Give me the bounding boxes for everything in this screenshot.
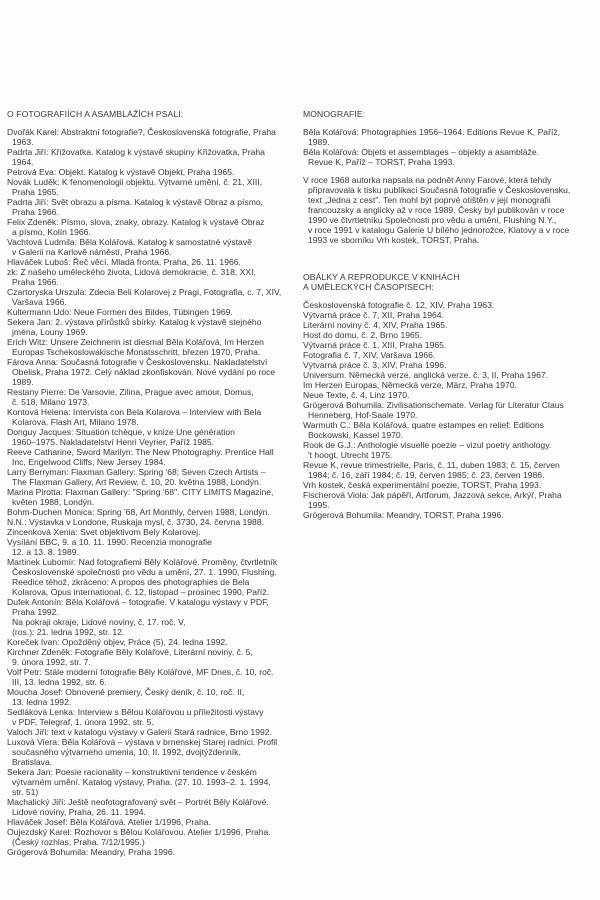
list-item — [7, 647, 300, 667]
entry-line: (Český rozhlas, Praha. 7/12/1995.) — [12, 837, 145, 847]
entry-line: Fotografia č. 7, XIV, Varšava 1966. — [303, 350, 436, 360]
list-item — [7, 167, 300, 177]
entry-line: 1989. — [308, 137, 330, 147]
entry-line: č. 518, Milano 1973. — [12, 397, 90, 407]
entry-line: Revue K, revue trimestrielle, Paris, č. 11, duben 1983; č. 15, červen — [303, 460, 560, 470]
list-item — [7, 177, 300, 197]
list-item — [303, 330, 600, 340]
list-item — [303, 340, 600, 350]
list-item — [7, 817, 300, 827]
entry-line: Běla Kolářová: Photographies 1956–1964. Editions Revue K, Paříž, — [303, 127, 561, 137]
entry-line: Výtvarná práce č. 1, XIII, Praha 1965. — [303, 340, 447, 350]
entry-line: III, 13. ledna 1992, str. 6. — [12, 677, 107, 687]
entry-line: Padrta Jiří: Křižovatka. Katalog k výstavě skupiny Křižovatka, Praha — [7, 147, 265, 157]
entry-line: Oujezdský Karel: Rozhovor s Bělou Kolářovou. Atelier 1/1996, Praha. — [7, 827, 271, 837]
entry-line: Varšava 1966. — [12, 297, 67, 307]
left-column — [7, 109, 300, 857]
list-item — [303, 490, 600, 510]
entry-line: Československá fotografie č. 12, XIV, Praha 1963. — [303, 300, 495, 310]
entry-line: Československé společnosti pro vědu a umění, 27. 1. 1990, Flushing. — [12, 567, 277, 577]
entry-line: The Flaxman Gallery, Art Review, č. 10, 20. května 1988, Londýn. — [12, 477, 262, 487]
list-item — [7, 597, 300, 637]
entry-line: Běla Kolářová: Objets et assemblages – objekty a asambláže. — [303, 147, 539, 157]
list-item — [303, 147, 600, 167]
entry-line: Felix Zdeněk: Písmo, slova, znaky, obrazy. Katalog k výstavě Obraz — [7, 217, 265, 227]
list-item — [7, 357, 300, 387]
list-item — [303, 127, 600, 147]
list-item — [303, 370, 600, 380]
entry-line: Marina Pirotta: Flaxman Gallery: "Spring '68". CITY LIMITS Magazine, — [7, 487, 274, 497]
list-item — [7, 847, 300, 857]
list-item — [303, 480, 600, 490]
entry-line: Grögerová Bohumila: Zivilisationschemate. Verlag für Literatur Claus — [303, 400, 564, 410]
paragraph-line: text „Jedna z cest". Ten mohl být poprvé otištěn v její monografii — [308, 195, 551, 205]
section-heading-covers — [303, 272, 600, 292]
list-item — [7, 687, 300, 707]
list-item — [303, 420, 600, 440]
entry-line: 1989. — [12, 377, 34, 387]
entry-line: 1964. — [12, 157, 34, 167]
entry-line: Fárova Anna: Současná fotografie v Československu. Nakladatelství — [7, 357, 268, 367]
right-column — [303, 109, 600, 520]
list-item — [7, 727, 300, 737]
entry-line: Donguy Jacques: Situation tchèque, v knize Une génération — [7, 427, 235, 437]
entry-line: Zincenková Xenia: Svet objektivom Bely Kolarovej. — [7, 527, 201, 537]
list-item — [7, 507, 300, 517]
list-item — [7, 737, 300, 767]
entry-line: v PDF, Telegraf, 1. února 1992, str. 5. — [12, 717, 154, 727]
spacer — [303, 167, 600, 175]
paragraph-line: 1993 ve sborníku Vrh kostek, TORST, Praha. — [308, 235, 480, 245]
entry-line: květen 1988, Londýn. — [12, 497, 95, 507]
list-item — [303, 390, 600, 400]
entry-line: Warmuth C.: Běla Kolářová, quatre estampes en relief: Editions — [303, 420, 544, 430]
entry-line: 1963. — [12, 137, 34, 147]
entry-line: N.N.: Výstavka v Londone, Ruskaja mysl, č. 3730, 24. června 1988. — [7, 517, 264, 527]
entry-line: Rook de G.J.: Anthologie visuelle poezie – vizul poetry anthology. — [303, 440, 552, 450]
list-item — [303, 350, 600, 360]
covers-list — [303, 300, 600, 520]
paragraph-line: 1990 ve čtvrtletníku Společnosti pro vědu a umění, Flushing N.Y., — [308, 215, 557, 225]
list-item — [303, 510, 600, 520]
entry-line: Vachtová Ludmila: Běla Kolářová. Katalog k samostatné výstavě — [7, 237, 252, 247]
entry-line: 12. a 13. 8. 1989. — [12, 547, 79, 557]
entry-line: Restany Pierre: De Varsovie, Zilina, Prague avec amour, Domus, — [7, 387, 254, 397]
list-item — [303, 320, 600, 330]
entry-line: Reedice téhož, zkráceno: A propos des photographies de Bela — [12, 577, 250, 587]
entry-line: Sedláková Lenka: Interview s Bělou Kolářovou u příležitosti výstavy — [7, 707, 264, 717]
entry-line: Sekera Jan: Poesie racionality – konstruktivní tendence v českém — [7, 767, 257, 777]
list-item — [7, 317, 300, 337]
list-item — [7, 487, 300, 507]
entry-line: 9. února 1992, str. 7. — [12, 657, 91, 667]
entry-line: Výtvarná práce č. 7, XII, Praha 1964. — [303, 310, 444, 320]
entry-line: 1960–1975. Nakladatelství Henri Veyrier, Paříž 1985. — [12, 437, 215, 447]
entry-line: (ros.): 21. ledna 1992, str. 12. — [12, 627, 125, 637]
entry-line: Kultermann Udo: Neue Formen des Bildes, Tübingen 1969. — [7, 307, 233, 317]
list-item — [7, 467, 300, 487]
entry-line: Praha 1992. — [12, 607, 59, 617]
entry-line: Na pokraji okraje, Lidové noviny, č. 17. roč. V, — [12, 617, 186, 627]
heading-line: A UMĚLECKÝCH ČASOPISECH: — [303, 282, 434, 292]
list-item — [7, 197, 300, 217]
entry-line: Larry Berryman: Flaxman Gallery: Spring '68; Seven Czech Artists – — [7, 467, 266, 477]
entry-line: současného výtvarneho umenia, 10. II. 1992, dvojtýždenník, — [12, 747, 241, 757]
list-item — [7, 407, 300, 427]
section-heading-writings: O FOTOGRAFIÍCH A ASAMBLÁŽÍCH PSALI: — [7, 109, 184, 119]
entry-line: Grögerová Bohumila: Meandry, Praha 1996. — [7, 847, 175, 857]
list-item — [7, 557, 300, 597]
entry-line: Kolarova. Flash Art, Milano 1978. — [12, 417, 139, 427]
entry-line: Dufek Antonín: Běla Kolářová – fotografie. V katalogu výstavy v PDF, — [7, 597, 269, 607]
list-item — [7, 797, 300, 817]
entry-line: Vysílání BBC, 9. a 10. 11. 1990. Recenzia monografie — [7, 537, 212, 547]
entry-line: Neue Texte, č. 4, Linz 1970. — [303, 390, 410, 400]
list-item — [7, 427, 300, 447]
paragraph-line: francouzsky a anglicky až v roce 1989. Česky byl publikován v roce — [308, 205, 565, 215]
paragraph-line: V roce 1968 autorka napsala na podnět Anny Farové, která tehdy — [303, 175, 552, 185]
entry-line: Host do domu, č. 2, Brno 1965. — [303, 330, 422, 340]
entry-line: jména, Louny 1969. — [12, 327, 88, 337]
paragraph-line: v roce 1991 v katalogu Galerie U bílého jednorožce, Klatovy a v roce — [308, 225, 570, 235]
bibliography-list — [7, 127, 300, 857]
list-item — [7, 237, 300, 257]
entry-line: 't hoogt, Utrecht 1975. — [308, 450, 393, 460]
entry-line: Europas Tschekoslowakische Monatsschritt, březen 1970, Praha. — [12, 347, 261, 357]
entry-line: Valoch Jiří: text v katalogu výstavy v Galerii Stará radnice, Brno 1992. — [7, 727, 272, 737]
entry-line: Hlaváček Luboš: Řeč věcí. Mladá fronta, Praha, 26. 11. 1966. — [7, 257, 241, 267]
list-item — [7, 447, 300, 467]
entry-line: Praha 1966. — [12, 277, 59, 287]
list-item — [7, 217, 300, 237]
entry-line: Erich Witz: Unsere Zeichnerin ist diesmal Běla Kolářová, Im Herzen — [7, 337, 264, 347]
list-item — [303, 440, 600, 460]
entry-line: Hlaváček Josef: Běla Kolářová. Atelier 1/1996, Praha. — [7, 817, 211, 827]
section-heading-monographs: MONOGRAFIE: — [303, 109, 366, 119]
list-item — [7, 667, 300, 687]
list-item — [7, 307, 300, 317]
list-item — [7, 147, 300, 167]
entry-line: 13. ledna 1992. — [12, 697, 72, 707]
list-item — [7, 707, 300, 727]
list-item — [7, 827, 300, 847]
entry-line: Machalický Jiří: Ještě neofotografovaný svět – Portrét Běly Kolářové. — [7, 797, 269, 807]
entry-line: Inc, Engelwood Cliffs, New Jersey 1984. — [12, 457, 166, 467]
entry-line: Novák Luděk: K fenomenologii objektu. Výtvarné umění, č. 21, XIII, — [7, 177, 263, 187]
entry-line: Universum. Německá verze, anglická verze. č. 3, II, Praha 1967. — [303, 370, 549, 380]
list-item — [7, 257, 300, 267]
entry-line: Luxová Viera: Běla Kolářová – výstava v brnenskej Starej radnici. Profil — [7, 737, 278, 747]
entry-line: 1984; č. 16, září 1984; č. 19, červen 1985; č. 23, červen 1986. — [308, 470, 545, 480]
entry-line: Obelisk, Praha 1972. Celý náklad zkonfiskován. Nové vydání po roce — [12, 367, 276, 377]
entry-line: Kirchner Zdeněk: Fotografie Běly Kolářové, Literární noviny, č. 5, — [7, 647, 253, 657]
list-item — [7, 287, 300, 307]
entry-line: Revue K, Paříž – TORST, Praha 1993. — [308, 157, 455, 167]
entry-line: Dvořák Karel: Abstraktní fotografie?, Československá fotografie, Praha — [7, 127, 276, 137]
entry-line: zk: Z našeho uměleckého života, Lidová demokracie, č. 318, XXI, — [7, 267, 256, 277]
entry-line: Padrta Jiří: Svět obrazu a písma. Katalog k výstavě Obraz a písmo, — [7, 197, 264, 207]
heading-line: OBÁLKY A REPRODUKCE V KNIHÁCH — [303, 272, 460, 282]
entry-line: Henneberg, Hof-Saale 1970. — [308, 410, 418, 420]
entry-line: Bratislava. — [12, 757, 53, 767]
list-item — [7, 387, 300, 407]
entry-line: Kolarova, Opus international, č. 12, listopad – prosinec 1990, Paříž. — [12, 587, 270, 597]
spacer — [303, 245, 600, 272]
list-item — [7, 127, 300, 147]
entry-line: Reeve Catharine, Sword Marilyn: The New Photography. Prentice Hall — [7, 447, 274, 457]
entry-line: Výtvarná práce č. 3, XIV, Praha 1996. — [303, 360, 447, 370]
list-item — [303, 310, 600, 320]
entry-line: Grögerová Bohumila: Meandry, TORST, Praha 1996. — [303, 510, 504, 520]
entry-line: Praha 1965. — [12, 187, 59, 197]
entry-line: Martinek Lubomír: Nad fotografiemi Běly Kolářové. Proměny, čtvrtletník — [7, 557, 278, 567]
entry-line: v Galerii na Karlově náměstí, Praha 1966. — [12, 247, 172, 257]
list-item — [303, 400, 600, 420]
entry-line: Kontová Helena: Intervista con Bela Kolarova – Interview with Bela — [7, 407, 262, 417]
entry-line: Moucha Josef: Obnovené premiery, Český deník, č. 10, roč. II, — [7, 687, 245, 697]
list-item — [7, 337, 300, 357]
entry-line: Koreček Ivan: Opožděný objev, Práce (5), 24. ledna 1992. — [7, 637, 228, 647]
entry-line: Praha 1966. — [12, 207, 59, 217]
entry-line: Literární noviny č. 4, XIV, Praha 1965. — [303, 320, 448, 330]
list-item — [303, 380, 600, 390]
entry-line: Sekera Jan: 2. výstava přírůstků sbírky. Katalog k výstavě stejného — [7, 317, 262, 327]
entry-line: Lidové noviny, Praha, 26. 11. 1994. — [12, 807, 146, 817]
entry-line: Im Herzen Europas, Německá verze, März, Praha 1970. — [303, 380, 517, 390]
entry-line: Bohm-Duchen Monica: Spring '68, Art Monthly, červen 1988, Londýn. — [7, 507, 270, 517]
entry-line: Volf Petr: Stále moderní fotografie Běly Kolářové, MF Dnes, č. 10, roč. — [7, 667, 274, 677]
list-item — [7, 267, 300, 287]
entry-line: Vrh kostek, česká experimentální poezie, TORST, Praha 1993. — [303, 480, 542, 490]
entry-line: a písmo, Kolín 1966. — [12, 227, 91, 237]
list-item — [7, 517, 300, 527]
note-paragraph — [303, 175, 600, 245]
list-item — [303, 360, 600, 370]
list-item — [303, 460, 600, 480]
entry-line: Bockowski, Kassel 1970. — [308, 430, 404, 440]
entry-line: Czartoryska Urszula: Zdecia Beli Kolarovej z Pragi, Fotografia, c. 7, XIV, — [7, 287, 282, 297]
list-item — [7, 767, 300, 797]
monographs-list — [303, 127, 600, 167]
entry-line: str. 51) — [12, 787, 39, 797]
entry-line: Petrová Eva: Objekt. Katalog k výstavě Objekt, Praha 1965. — [7, 167, 235, 177]
list-item — [303, 300, 600, 310]
entry-line: 1995. — [308, 500, 330, 510]
entry-line: Fischerová Viola: Jak pápěří, Artforum, Jazzová sekce, Arkýř, Praha — [303, 490, 562, 500]
paragraph-line: připravovala k tisku publikaci Současná fotografie v Československu, — [308, 185, 571, 195]
list-item — [7, 537, 300, 557]
entry-line: výtvarném umění. Katalog výstavy, Praha. (27. 10. 1993–2. 1. 1994, — [12, 777, 271, 787]
list-item — [7, 637, 300, 647]
list-item — [7, 527, 300, 537]
